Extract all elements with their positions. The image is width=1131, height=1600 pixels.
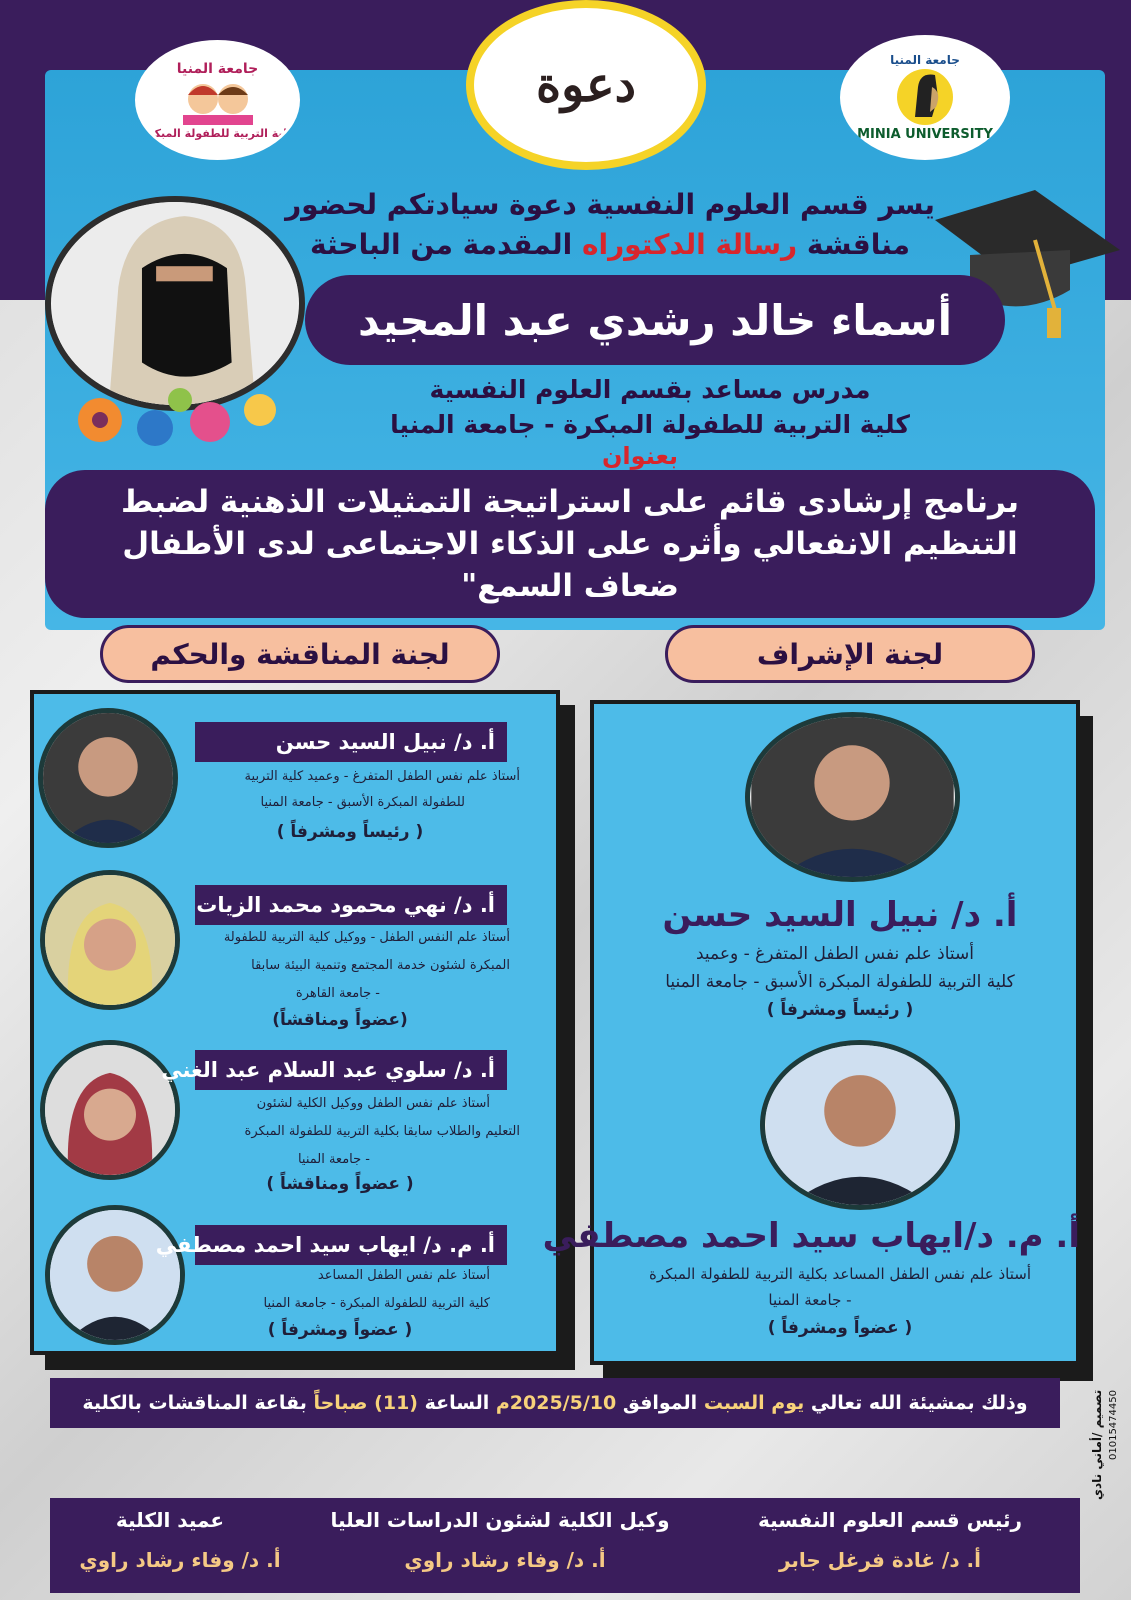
- discussion-member-4-photo: [45, 1205, 185, 1345]
- discussion-member-3-desc-2: التعليم والطلاب سابقا بكلية التربية للطفولة المبكرة: [244, 1124, 520, 1139]
- woman-portrait-icon: [45, 875, 175, 1005]
- discussion-member-2-name-bar: [195, 885, 507, 925]
- researcher-position-2: كلية التربية للطفولة المبكرة - جامعة المنيا: [390, 410, 910, 439]
- discussion-member-2-name: أ. د/ نهي محمود محمد الزيات: [196, 893, 495, 917]
- discussion-member-4-name: أ. م. د/ ايهاب سيد احمد مصطفي: [155, 1233, 495, 1257]
- discussion-member-1-desc-1: أستاذ علم نفس الطفل المتفرغ - وعميد كلية التربية: [244, 769, 520, 784]
- discussion-member-3-desc-1: أستاذ علم نفس الطفل ووكيل الكلية لشئون: [256, 1096, 490, 1111]
- discussion-member-1-name-bar: [195, 722, 507, 762]
- signature-3-title: عميد الكلية: [115, 1508, 225, 1532]
- researcher-photo: [45, 196, 305, 411]
- discussion-member-3-name: أ. د/ سلوي عبد السلام عبد الغني: [161, 1058, 495, 1082]
- thesis-title-line-3: ضعاف السمع": [461, 568, 679, 604]
- supervision-member-1-desc-2: كلية التربية للطفولة المبكرة الأسبق - جامعة المنيا: [665, 972, 1015, 992]
- man-portrait-icon: [750, 717, 955, 877]
- designer-credit: تصميم /أماني نادي: [1090, 1390, 1104, 1501]
- event-suffix: بقاعة المناقشات بالكلية: [82, 1392, 314, 1414]
- title-label: بعنوان: [601, 442, 679, 470]
- supervision-member-1-photo: [745, 712, 960, 882]
- discussion-member-2-role: (عضواً ومناقشاً): [272, 1010, 408, 1030]
- event-day: يوم السبت: [703, 1392, 805, 1414]
- discussion-member-4-role: ( عضواً ومشرفاً ): [267, 1320, 413, 1340]
- supervision-member-1-desc-1: أستاذ علم نفس الطفل المتفرغ - وعميد: [695, 944, 975, 964]
- veiled-person-icon: [51, 202, 299, 405]
- discussion-member-2-desc-2: المبكرة لشئون خدمة المجتمع وتنمية البيئة سابقا: [251, 958, 510, 973]
- supervision-member-2-desc-1: أستاذ علم نفس الطفل المساعد بكلية التربية للطفولة المبكرة: [648, 1265, 1032, 1283]
- discussion-member-2-desc-1: أستاذ علم النفس الطفل - ووكيل كلية التربية للطفولة: [223, 930, 510, 945]
- discussion-member-4-desc-2: كلية التربية للطفولة المبكرة - جامعة المنيا: [263, 1296, 490, 1311]
- faculty-logo-bottom: كلية التربية للطفولة المبكرة: [141, 126, 294, 140]
- badge-text: دعوة: [536, 57, 636, 113]
- discussion-member-1-name: أ. د/ نبيل السيد حسن: [275, 730, 495, 754]
- discussion-committee-text: لجنة المناقشة والحكم: [150, 637, 450, 671]
- event-prefix: وذلك بمشيئة الله تعالي: [804, 1392, 1028, 1414]
- thesis-title-box: [45, 470, 1095, 618]
- discussion-member-3-photo: [40, 1040, 180, 1180]
- supervision-member-2-photo: [760, 1040, 960, 1210]
- flowers-decoration: [60, 380, 300, 460]
- signature-2-name: أ. د/ وفاء رشاد راوي: [404, 1548, 606, 1572]
- designer-phone: 01015474450: [1108, 1390, 1119, 1460]
- supervision-member-2-role: ( عضواً ومشرفاً ): [767, 1318, 913, 1338]
- university-logo-bottom: MINIA UNIVERSITY: [857, 127, 993, 142]
- invitation-line-1: يسر قسم العلوم النفسية دعوة سيادتكم لحضور: [285, 188, 935, 221]
- line2-part-b: المقدمة من الباحثة: [309, 228, 582, 261]
- line2-part-a: مناقشة: [797, 228, 910, 261]
- supervision-member-2-name: أ. م. د/ايهاب سيد احمد مصطفي: [542, 1216, 1080, 1256]
- researcher-position-1: مدرس مساعد بقسم العلوم النفسية: [429, 375, 871, 404]
- children-icon: [173, 77, 263, 127]
- invitation-line-2: [300, 228, 920, 261]
- faculty-logo-top: جامعة المنيا: [176, 60, 259, 77]
- supervision-member-2-desc-2: - جامعة المنيا: [768, 1291, 852, 1309]
- event-details: [82, 1392, 1027, 1414]
- thesis-title-line-2: التنظيم الانفعالي وأثره على الذكاء الاجتماعى لدى الأطفال: [122, 526, 1018, 562]
- discussion-committee-label: [100, 625, 500, 683]
- researcher-name-banner: [305, 275, 1005, 365]
- discussion-member-2-photo: [40, 870, 180, 1010]
- discussion-member-1-desc-2: للطفولة المبكرة الأسبق - جامعة المنيا: [260, 795, 465, 810]
- supervision-member-1-name: أ. د/ نبيل السيد حسن: [662, 895, 1018, 935]
- event-time-label: الساعة: [417, 1392, 496, 1414]
- man-portrait-icon: [43, 713, 173, 843]
- event-time: (11) صباحاً: [313, 1392, 418, 1414]
- event-date: 2025/5/10م: [495, 1392, 617, 1414]
- supervision-member-1-role: ( رئيساً ومشرفاً ): [766, 1000, 914, 1020]
- nefertiti-icon: [890, 67, 960, 127]
- faculty-logo: [135, 40, 300, 160]
- signature-3-name: أ. د/ وفاء رشاد راوي: [79, 1548, 281, 1572]
- thesis-type-highlight: رسالة الدكتوراه: [581, 228, 798, 261]
- discussion-member-4-name-bar: [155, 1225, 507, 1265]
- invitation-badge: [466, 0, 706, 170]
- supervision-committee-label: [665, 625, 1035, 683]
- discussion-member-3-desc-3: - جامعة المنيا: [297, 1152, 370, 1167]
- event-date-bar: [50, 1378, 1060, 1428]
- discussion-member-2-desc-3: - جامعة القاهرة: [295, 986, 380, 1001]
- university-logo-top: جامعة المنيا: [890, 53, 960, 67]
- discussion-member-1-photo: [38, 708, 178, 848]
- man-portrait-icon: [50, 1210, 180, 1340]
- signature-2-title: وكيل الكلية لشئون الدراسات العليا: [330, 1508, 670, 1532]
- event-mid: الموافق: [616, 1392, 704, 1414]
- discussion-member-4-desc-1: أستاذ علم نفس الطفل المساعد: [317, 1268, 490, 1283]
- man-portrait-icon: [765, 1045, 955, 1205]
- woman-portrait-icon: [45, 1045, 175, 1175]
- discussion-member-1-role: ( رئيساً ومشرفاً ): [276, 822, 424, 842]
- thesis-title-line-1: برنامج إرشادى قائم على استراتيجة التمثيلات الذهنية لضبط: [121, 484, 1019, 520]
- discussion-member-3-name-bar: [161, 1050, 507, 1090]
- signature-1-name: أ. د/ غادة فرغل جابر: [778, 1548, 982, 1572]
- signature-1-title: رئيس قسم العلوم النفسية: [757, 1508, 1023, 1532]
- discussion-member-3-role: ( عضواً ومناقشاً ): [266, 1174, 414, 1194]
- supervision-committee-text: لجنة الإشراف: [756, 637, 944, 671]
- researcher-name: أسماء خالد رشدي عبد المجيد: [358, 295, 952, 345]
- university-logo: [840, 35, 1010, 160]
